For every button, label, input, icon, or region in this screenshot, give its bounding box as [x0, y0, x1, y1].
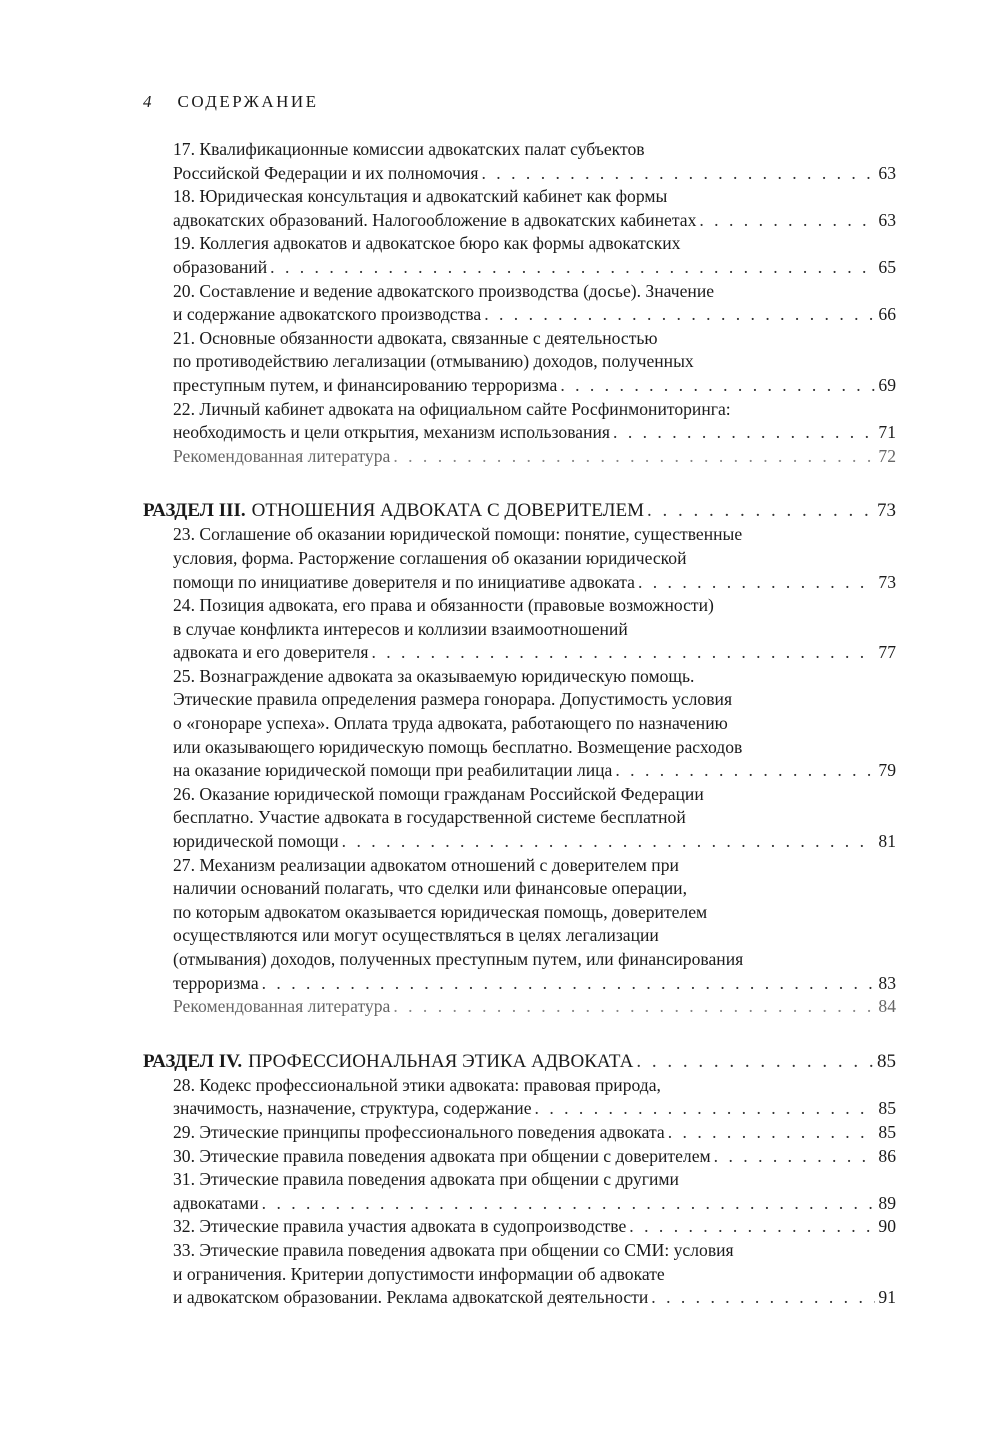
entry-line: преступным путем, и финансированию терроризма: [173, 374, 558, 395]
section-4-entries: [143, 1074, 896, 1310]
section-3-entries: [143, 523, 896, 995]
entry-line: адвокатами: [173, 1192, 259, 1213]
toc-entry: [143, 1215, 896, 1239]
page-ref: 72: [878, 445, 896, 466]
literature-label: Рекомендованная литература: [173, 996, 391, 1017]
dot-leader: [484, 303, 875, 327]
entry-line: 21. Основные обязанности адвоката, связанные с деятельностью: [173, 327, 658, 348]
toc-entry: [143, 327, 896, 398]
dot-leader: [342, 830, 876, 854]
toc-entry: [143, 854, 896, 996]
entry-line: по противодействию легализации (отмыванию) доходов, полученных: [173, 351, 694, 372]
dot-leader: [615, 759, 875, 783]
entry-line: и ограничения. Критерии допустимости информации об адвокате: [173, 1263, 665, 1284]
dot-leader: [714, 1145, 876, 1169]
page-ref: 65: [878, 256, 896, 277]
page-ref: 85: [878, 1121, 896, 1142]
section-name: РАЗДЕЛ IV.: [143, 1050, 243, 1072]
entry-line: адвокатских образований. Налогообложение в адвокатских кабинетах: [173, 209, 697, 230]
toc-entry: [143, 1074, 896, 1121]
dot-leader: [651, 1286, 875, 1310]
toc-literature: [143, 995, 896, 1019]
page-ref: 77: [878, 642, 896, 663]
entry-line: адвоката и его доверителя: [173, 642, 369, 663]
toc-entry: [143, 594, 896, 665]
page-ref: 73: [877, 500, 896, 522]
entry-line: образований: [173, 256, 268, 277]
dot-leader: [668, 1121, 876, 1145]
page-ref: 73: [878, 571, 896, 592]
entry-line: 32. Этические правила участия адвоката в судопроизводстве: [173, 1216, 627, 1237]
entry-line: терроризма: [173, 972, 259, 993]
entry-line: 33. Этические правила поведения адвоката при общении со СМИ: условия: [173, 1239, 734, 1260]
top-entries-group: [143, 138, 896, 445]
page-ref: 85: [877, 1050, 896, 1072]
entry-line: (отмывания) доходов, полученных преступным путем, или финансирования: [173, 949, 744, 969]
entry-line: на оказание юридической помощи при реабилитации лица: [173, 760, 613, 781]
toc-entry: [143, 1145, 896, 1169]
entry-line: и содержание адвокатского производства: [173, 304, 482, 325]
page-ref: 84: [878, 996, 896, 1017]
entry-line: значимость, назначение, структура, содержание: [173, 1098, 532, 1119]
entry-line: 24. Позиция адвоката, его права и обязанности (правовые возможности): [173, 595, 714, 616]
entry-line: 22. Личный кабинет адвоката на официальном сайте Росфинмониторинга:: [173, 398, 731, 419]
page-ref: 66: [878, 304, 896, 325]
page-ref: 90: [878, 1216, 896, 1237]
toc-entry: [143, 665, 896, 783]
entry-line: 29. Этические принципы профессионального поведения адвоката: [173, 1121, 665, 1142]
dot-leader: [629, 1215, 875, 1239]
toc-entry: [143, 783, 896, 854]
page-ref: 91: [878, 1287, 896, 1308]
entry-line: необходимость и цели открытия, механизм использования: [173, 422, 611, 443]
page-ref: 86: [878, 1145, 896, 1166]
dot-leader: [560, 374, 875, 398]
entry-line: или оказывающего юридическую помощь бесплатно. Возмещение расходов: [173, 736, 743, 757]
entry-line: в случае конфликта интересов и коллизии взаимоотношений: [173, 618, 628, 639]
page-ref: 71: [878, 422, 896, 443]
toc-entry: [143, 523, 896, 594]
dot-leader: [638, 571, 875, 595]
entry-line: 30. Этические правила поведения адвоката при общении с доверителем: [173, 1145, 711, 1166]
page-ref: 85: [878, 1098, 896, 1119]
toc-entry: [143, 1168, 896, 1215]
entry-line: 26. Оказание юридической помощи гражданам Российской Федерации: [173, 783, 704, 804]
page-number: 4: [143, 92, 152, 111]
dot-leader: [636, 1050, 874, 1074]
section-heading-4: [143, 1050, 896, 1074]
entry-line: наличии оснований полагать, что сделки или финансовые операции,: [173, 878, 687, 899]
entry-line: 19. Коллегия адвокатов и адвокатское бюро как формы адвокатских: [173, 233, 681, 254]
toc-entry: [143, 138, 896, 185]
entry-line: 23. Соглашение об оказании юридической помощи: понятие, существенные: [173, 524, 743, 545]
section-title: ОТНОШЕНИЯ АДВОКАТА С ДОВЕРИТЕЛЕМ: [251, 500, 644, 522]
entry-line: и адвокатском образовании. Реклама адвокатской деятельности: [173, 1287, 649, 1308]
entry-line: Российской Федерации и их полномочия: [173, 162, 479, 183]
page-ref: 63: [878, 162, 896, 183]
page-ref: 83: [878, 972, 896, 993]
toc-entry: [143, 398, 896, 445]
running-head: [143, 92, 319, 112]
table-of-contents: [143, 138, 896, 1310]
section-heading-3: [143, 499, 896, 523]
toc-entry: [143, 280, 896, 327]
dot-leader: [262, 1192, 876, 1216]
section-name: РАЗДЕЛ III.: [143, 500, 246, 522]
entry-line: помощи по инициативе доверителя и по инициативе адвоката: [173, 571, 635, 592]
page-ref: 63: [878, 209, 896, 230]
entry-line: 18. Юридическая консультация и адвокатский кабинет как формы: [173, 186, 668, 207]
entry-line: юридической помощи: [173, 831, 339, 852]
entry-line: 31. Этические правила поведения адвоката при общении с другими: [173, 1169, 679, 1190]
entry-line: 20. Составление и ведение адвокатского производства (досье). Значение: [173, 280, 715, 301]
entry-line: 27. Механизм реализации адвокатом отношений с доверителем при: [173, 854, 679, 875]
dot-leader: [371, 641, 875, 665]
page-ref: 69: [878, 374, 896, 395]
toc-entry: [143, 1239, 896, 1310]
page-ref: 89: [878, 1192, 896, 1213]
dot-leader: [647, 499, 874, 523]
toc-literature: [143, 445, 896, 469]
section-title: ПРОФЕССИОНАЛЬНАЯ ЭТИКА АДВОКАТА: [248, 1050, 634, 1072]
dot-leader: [613, 421, 875, 445]
dot-leader: [535, 1097, 876, 1121]
dot-leader: [699, 209, 875, 233]
toc-entry: [143, 232, 896, 279]
toc-entry: [143, 1121, 896, 1145]
page-ref: 79: [878, 760, 896, 781]
dot-leader: [393, 445, 875, 469]
entry-line: Этические правила определения размера гонорара. Допустимость условия: [173, 689, 733, 710]
dot-leader: [262, 972, 876, 996]
page-ref: 81: [878, 831, 896, 852]
dot-leader: [482, 162, 876, 186]
entry-line: 25. Вознаграждение адвоката за оказываемую юридическую помощь.: [173, 665, 695, 686]
entry-line: по которым адвокатом оказывается юридическая помощь, доверителем: [173, 901, 708, 922]
entry-line: о «гонораре успеха». Оплата труда адвоката, работающего по назначению: [173, 713, 728, 734]
literature-label: Рекомендованная литература: [173, 445, 391, 466]
entry-line: условия, форма. Расторжение соглашения об оказании юридической: [173, 547, 687, 568]
running-title: СОДЕРЖАНИЕ: [177, 92, 319, 111]
entry-line: 28. Кодекс профессиональной этики адвоката: правовая природа,: [173, 1074, 661, 1095]
entry-line: бесплатно. Участие адвоката в государственной системе бесплатной: [173, 807, 686, 828]
entry-line: осуществляются или могут осуществляться в целях легализации: [173, 925, 659, 946]
dot-leader: [270, 256, 875, 280]
toc-entry: [143, 185, 896, 232]
entry-line: 17. Квалификационные комиссии адвокатских палат субъектов: [173, 139, 645, 159]
dot-leader: [393, 995, 875, 1019]
